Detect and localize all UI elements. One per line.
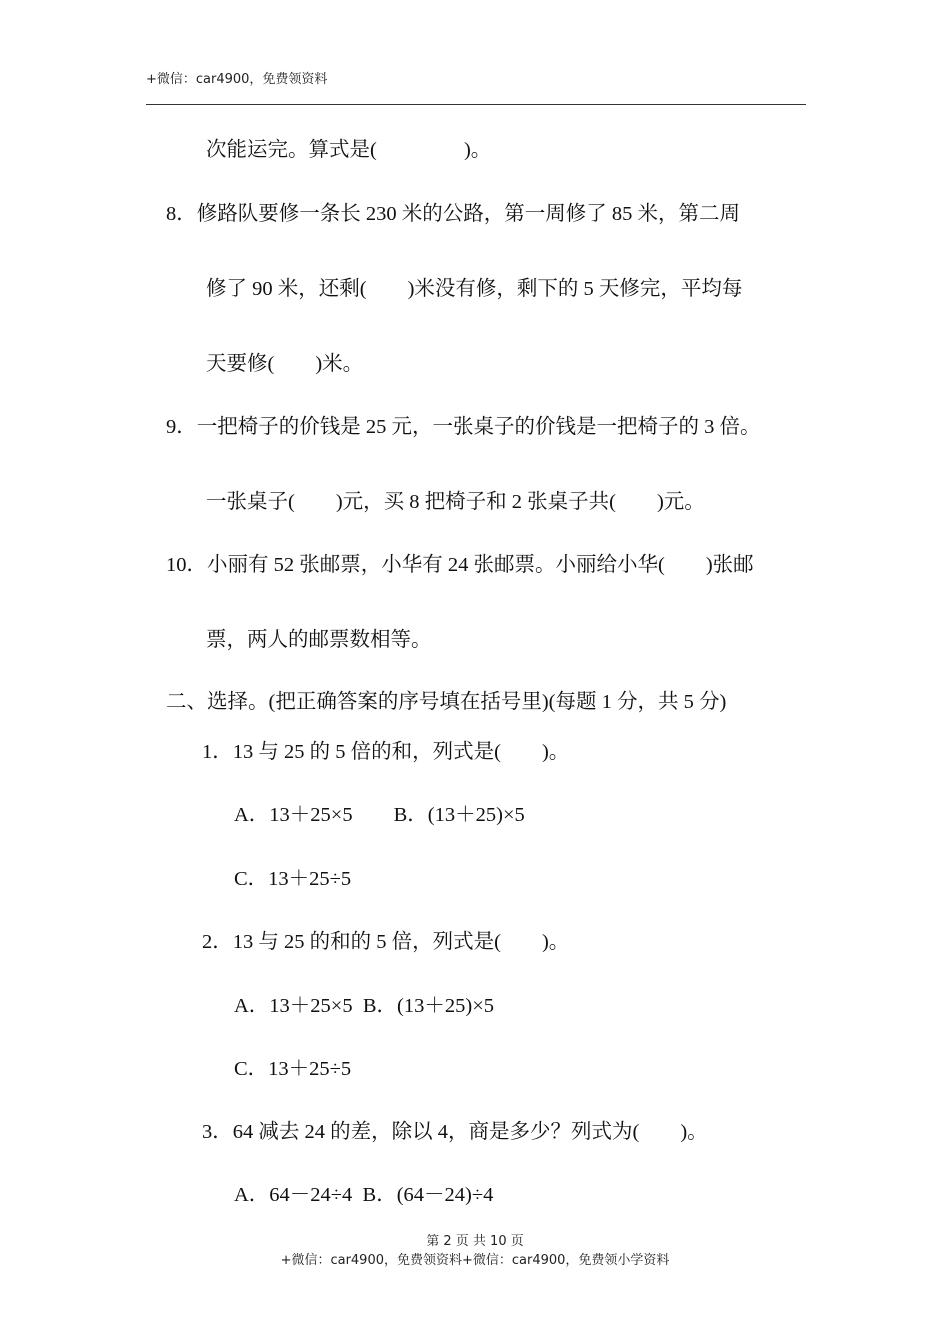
choice-1-options-ab: A．13＋25×5 B．(13＋25)×5 bbox=[234, 804, 525, 826]
choice-1-question: 1．13 与 25 的 5 倍的和，列式是( )。 bbox=[202, 741, 570, 763]
page-number: 第 2 页 共 10 页 bbox=[426, 1234, 524, 1249]
question-9-line-1: 9．一把椅子的价钱是 25 元，一张桌子的价钱是一把椅子的 3 倍。 bbox=[166, 416, 761, 438]
choice-3-question: 3．64 减去 24 的差，除以 4，商是多少？列式为( )。 bbox=[202, 1121, 708, 1143]
section-2-heading: 二、选择。(把正确答案的序号填在括号里)(每题 1 分，共 5 分) bbox=[166, 691, 727, 713]
question-10-line-1: 10．小丽有 52 张邮票，小华有 24 张邮票。小丽给小华( )张邮 bbox=[166, 554, 754, 576]
question-8-line-3: 天要修( )米。 bbox=[206, 353, 364, 375]
choice-3-options-ab: A．64－24÷4 B．(64－24)÷4 bbox=[234, 1184, 494, 1206]
choice-2-option-c: C．13＋25÷5 bbox=[234, 1058, 352, 1080]
header-divider bbox=[146, 104, 806, 105]
question-7-continuation: 次能运完。算式是( )。 bbox=[206, 139, 492, 161]
page-footer: +微信：car4900，免费领资料+微信：car4900，免费领小学资料 bbox=[280, 1253, 670, 1268]
choice-1-option-c: C．13＋25÷5 bbox=[234, 868, 352, 890]
question-10-line-2: 票，两人的邮票数相等。 bbox=[206, 629, 432, 651]
choice-2-question: 2．13 与 25 的和的 5 倍，列式是( )。 bbox=[202, 931, 570, 953]
choice-2-options-ab: A．13＋25×5 B．(13＋25)×5 bbox=[234, 995, 495, 1017]
question-8-line-1: 8．修路队要修一条长 230 米的公路，第一周修了 85 米，第二周 bbox=[166, 203, 740, 225]
page-header: +微信：car4900，免费领资料 bbox=[146, 72, 328, 87]
question-9-line-2: 一张桌子( )元，买 8 把椅子和 2 张桌子共( )元。 bbox=[206, 491, 705, 513]
question-8-line-2: 修了 90 米，还剩( )米没有修，剩下的 5 天修完，平均每 bbox=[206, 278, 743, 300]
